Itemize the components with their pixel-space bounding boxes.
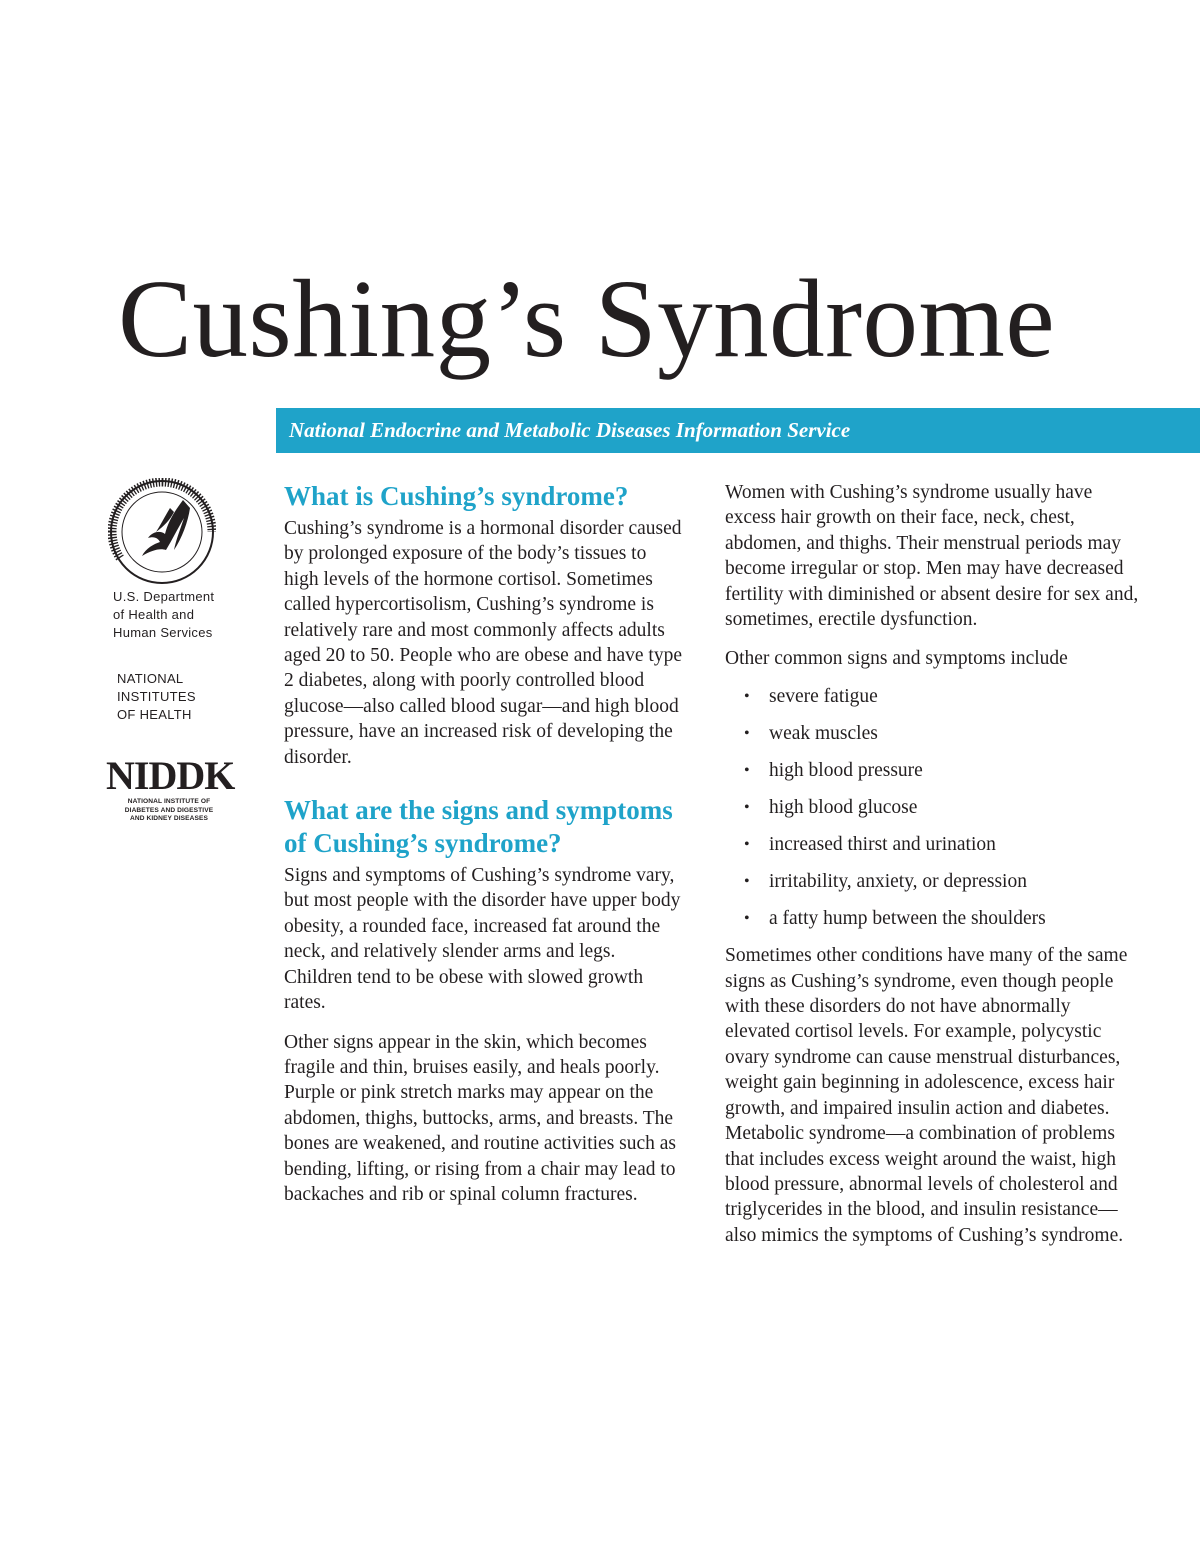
left-column [284,480,684,1207]
right-column [725,480,1140,1248]
body-paragraph: Other signs appear in the skin, which becomes fragile and thin, bruises easily, and heals poorly. Purple or pink stretch marks may appear on the abdomen, thighs, buttocks, arms, and breasts. The bones are weakened, and routine activities such as bending, lifting, or rising from a chair may lead to backaches and rib or spinal column fractures. [284,1031,677,1205]
body-paragraph: Other common signs and symptoms include [725,648,1068,670]
hhs-eagle-seal-icon [108,478,216,586]
list-item: • a fatty hump between the shoulders [725,906,1140,931]
list-item: • high blood pressure [725,758,1140,783]
niddk-sub-line: AND KIDNEY DISEASES [130,815,208,822]
section-heading: What are the signs and symptoms of Cushing’s syndrome? [284,795,673,859]
bullet-icon: • [744,835,750,853]
hhs-line: Human Services [113,625,213,640]
list-item: • increased thirst and urination [725,832,1140,857]
list-item: • severe fatigue [725,684,1140,709]
niddk-sub-line: DIABETES AND DIGESTIVE [124,806,214,814]
nih-line: OF HEALTH [117,707,192,722]
niddk-logo [104,753,235,824]
hhs-line: of Health and [113,607,195,622]
body-paragraph: Sometimes other conditions have many of the same signs as Cushing’s syndrome, even though people with these disorders do not have abnormally elevated cortisol levels. For example, polycystic ovary syndrome can cause menstrual disturbances, weight gain beginning in adolescence, excess hair growth, and impaired insulin action and diabetes. Metabolic syndrome—a combination of problems that includes excess weight around the waist, high blood pressure, abnormal levels of cholesterol and triglycerides in the blood, and insulin resistance—also mimics the symptoms of Cushing’s syndrome. [725,945,1128,1246]
niddk-subtitle [104,798,234,824]
bullet-icon: • [744,687,750,705]
list-item: • high blood glucose [725,795,1140,820]
service-banner: National Endocrine and Metabolic Diseases Information Service [276,408,1200,453]
body-paragraph: Signs and symptoms of Cushing’s syndrome vary, but most people with the disorder have upper body obesity, a rounded face, increased fat around the neck, and relatively slender arms and legs. Children tend to be obese with slowed growth rates. [284,865,681,1014]
bullet-icon: • [744,872,750,890]
nih-label [117,670,277,724]
body-paragraph: Women with Cushing’s syndrome usually have excess hair growth on their face, neck, chest, abdomen, and thighs. Their menstrual periods may become irregular or stop. Men may have decreased fertility with diminished or absent desire for sex and, sometimes, erectile dysfunction. [725,482,1139,631]
symptom-list [725,684,1140,931]
body-paragraph: Cushing’s syndrome is a hormonal disorder caused by prolonged exposure of the body’s tissues to high levels of the hormone cortisol. Sometimes called hypercortisolism, Cushing’s syndrome is relatively rare and most commonly affects adults aged 20 to 50. People who are obese and have type 2 diabetes, along with poorly controlled blood glucose—also called blood sugar—and high blood pressure, have an increased risk of developing the disorder. [284,518,682,768]
bullet-icon: • [744,724,750,742]
niddk-sub-line: NATIONAL INSTITUTE OF [127,798,211,805]
bullet-icon: • [744,909,750,927]
section-heading: What is Cushing’s syndrome? [284,481,629,511]
document-title: Cushing’s Syndrome [118,258,1056,381]
bullet-icon: • [744,761,750,779]
hhs-department-label [113,588,273,642]
list-item: • weak muscles [725,721,1140,746]
nih-line: NATIONAL [117,671,184,686]
list-item: • irritability, anxiety, or depression [725,869,1140,894]
niddk-wordmark: NIDDK [106,753,235,798]
nih-line: INSTITUTES [117,689,196,704]
hhs-line: U.S. Department [113,589,215,604]
bullet-icon: • [744,798,750,816]
